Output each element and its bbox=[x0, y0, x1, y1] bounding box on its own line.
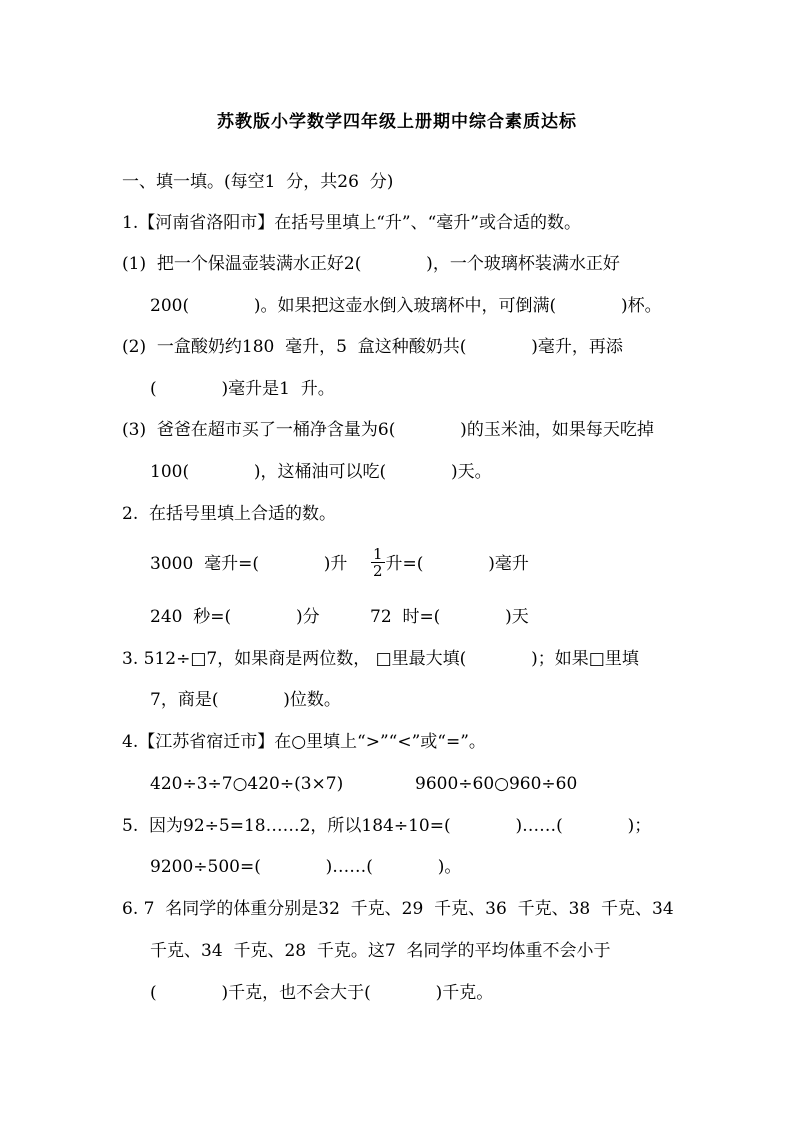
question-1-part-1-line-2: 200( )。如果把这壶水倒入玻璃杯中，可倒满( )杯。 bbox=[150, 296, 662, 316]
question-1-part-3-line-2: 100( )，这桶油可以吃( )天。 bbox=[150, 462, 492, 482]
question-6-line-3: ( )千克，也不会大于( )千克。 bbox=[150, 983, 494, 1003]
question-5-line-2: 9200÷500=( )……( )。 bbox=[150, 857, 462, 877]
question-4-left: 420÷3÷7○420÷(3×7) bbox=[150, 774, 344, 794]
question-1-part-2-line-1: (2) 一盒酸奶约180 毫升，5 盒这种酸奶共( )毫升，再添 bbox=[122, 337, 623, 357]
question-6-line-2: 千克、34 千克、28 千克。这7 名同学的平均体重不会小于 bbox=[150, 941, 611, 961]
question-4-right: 9600÷60○960÷60 bbox=[415, 774, 578, 794]
section-heading: 一、填一填。(每空1 分，共26 分) bbox=[122, 172, 394, 192]
question-2-row-2-right: 72 时=( )天 bbox=[370, 607, 529, 627]
question-4-stem: 4.【江苏省宿迁市】在○里填上“>”“<”或“=”。 bbox=[122, 732, 486, 752]
question-2-stem: 2. 在括号里填上合适的数。 bbox=[122, 504, 337, 524]
question-1-part-3-line-1: (3) 爸爸在超市买了一桶净含量为6( )的玉米油，如果每天吃掉 bbox=[122, 420, 654, 440]
question-6-line-1: 6. 7 名同学的体重分别是32 千克、29 千克、36 千克、38 千克、34 bbox=[122, 899, 674, 919]
question-1-stem: 1.【河南省洛阳市】在括号里填上“升”、“毫升”或合适的数。 bbox=[122, 213, 581, 233]
question-1-part-1-line-1: (1) 把一个保温壶装满水正好2( )，一个玻璃杯装满水正好 bbox=[122, 254, 620, 274]
page-title: 苏教版小学数学四年级上册期中综合素质达标 bbox=[217, 112, 577, 132]
question-2-row-1-right: $\frac{1}{2}$ 升=( )毫升 bbox=[373, 545, 529, 580]
question-5-line-1: 5. 因为92÷5=18……2，所以184÷10=( )……( )； bbox=[122, 816, 652, 836]
question-3-line-1: 3. 512÷□7，如果商是两位数， □里最大填( )；如果□里填 bbox=[122, 649, 639, 669]
question-2-row-2-left: 240 秒=( )分 bbox=[150, 607, 320, 627]
question-2-row-1-left: 3000 毫升=( )升 bbox=[150, 554, 348, 574]
question-1-part-2-line-2: ( )毫升是1 升。 bbox=[150, 379, 335, 399]
question-3-line-2: 7，商是( )位数。 bbox=[150, 690, 341, 710]
fraction-one-half: $\frac{1}{2}$ bbox=[373, 545, 383, 580]
